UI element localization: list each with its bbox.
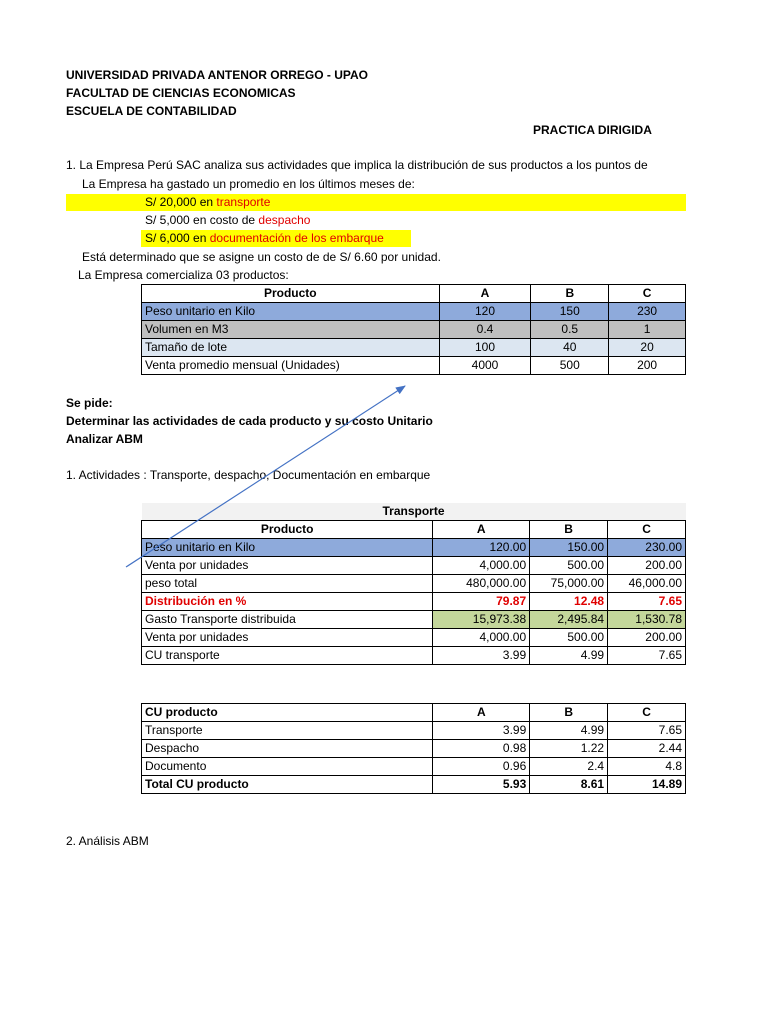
table-cell: 0.98 xyxy=(433,740,530,758)
table-header-cell: Producto xyxy=(142,285,440,303)
table-cell: peso total xyxy=(142,575,433,593)
table-cell: 200.00 xyxy=(608,557,686,575)
table-cell: 4.99 xyxy=(530,722,608,740)
table-cell: 500.00 xyxy=(530,629,608,647)
table-cell: 500 xyxy=(531,357,609,375)
table-cell: Distribución en % xyxy=(142,593,433,611)
cost-dispatch-label: despacho xyxy=(258,213,311,227)
practice-title: PRACTICA DIRIGIDA xyxy=(533,123,652,137)
table-cell: 2.4 xyxy=(530,758,608,776)
table-cell: 500.00 xyxy=(530,557,608,575)
table-cell: 4,000.00 xyxy=(433,629,530,647)
table-cell: 8.61 xyxy=(530,776,608,794)
table-cell: 4.8 xyxy=(608,758,686,776)
table-cell: 75,000.00 xyxy=(530,575,608,593)
table-cell: 150.00 xyxy=(530,539,608,557)
transport-table-title: Transporte xyxy=(142,503,686,521)
table-cell: 40 xyxy=(531,339,609,357)
table-cell: Transporte xyxy=(142,722,433,740)
table-cell: 230.00 xyxy=(608,539,686,557)
table-cell: 200 xyxy=(609,357,686,375)
table-cell: 1,530.78 xyxy=(608,611,686,629)
table-cell: 4.99 xyxy=(530,647,608,665)
table-cell: 7.65 xyxy=(608,593,686,611)
table-cell: 5.93 xyxy=(433,776,530,794)
cost-transport-label: transporte xyxy=(216,195,271,209)
table-cell: 3.99 xyxy=(433,647,530,665)
table-cell: Gasto Transporte distribuida xyxy=(142,611,433,629)
table-cell: Despacho xyxy=(142,740,433,758)
table-cell: 2,495.84 xyxy=(530,611,608,629)
products-intro: La Empresa comercializa 03 productos: xyxy=(78,268,289,282)
unit-cost-note: Está determinado que se asigne un costo de de S/ 6.60 por unidad. xyxy=(82,250,441,264)
table-header-cell: C xyxy=(608,521,686,539)
table-header-cell: A xyxy=(439,285,531,303)
table-cell: 79.87 xyxy=(433,593,530,611)
table-cell: 2.44 xyxy=(608,740,686,758)
table-header-cell: CU producto xyxy=(142,704,433,722)
table-cell: 46,000.00 xyxy=(608,575,686,593)
table-cell: Peso unitario en Kilo xyxy=(142,539,433,557)
table-cell: 150 xyxy=(531,303,609,321)
table-header-cell: B xyxy=(530,521,608,539)
requirements-title: Se pide: xyxy=(66,396,113,410)
table-header-cell: C xyxy=(608,704,686,722)
analysis-heading: 2. Análisis ABM xyxy=(66,834,149,848)
table-cell: 3.99 xyxy=(433,722,530,740)
cost-dispatch: S/ 5,000 en costo de despacho xyxy=(145,213,311,227)
faculty-title: FACULTAD DE CIENCIAS ECONOMICAS xyxy=(66,86,296,100)
problem-intro: 1. La Empresa Perú SAC analiza sus actividades que implica la distribución de sus productos a los puntos de xyxy=(66,158,648,172)
table-cell: 1.22 xyxy=(530,740,608,758)
arrow-line xyxy=(126,386,405,567)
table-cell: 0.5 xyxy=(531,321,609,339)
cost-transport: S/ 20,000 en transporte xyxy=(145,195,271,209)
table-cell: 20 xyxy=(609,339,686,357)
table-cell: Tamaño de lote xyxy=(142,339,440,357)
table-header-cell: B xyxy=(530,704,608,722)
table-cell: 0.96 xyxy=(433,758,530,776)
table-header-cell: A xyxy=(433,704,530,722)
table-cell: 0.4 xyxy=(439,321,531,339)
table-cell: 7.65 xyxy=(608,722,686,740)
table-cell: 4000 xyxy=(439,357,531,375)
table-cell: Venta promedio mensual (Unidades) xyxy=(142,357,440,375)
requirement-item-2: Analizar ABM xyxy=(66,432,143,446)
activities-line: 1. Actividades : Transporte, despacho, Documentación en embarque xyxy=(66,468,431,482)
table-cell: 230 xyxy=(609,303,686,321)
table-cell: 4,000.00 xyxy=(433,557,530,575)
table-cell: Total CU producto xyxy=(142,776,433,794)
table-cell: 100 xyxy=(439,339,531,357)
table-cell: 480,000.00 xyxy=(433,575,530,593)
table-cell: 15,973.38 xyxy=(433,611,530,629)
university-title: UNIVERSIDAD PRIVADA ANTENOR ORREGO - UPAO xyxy=(66,68,369,82)
school-title: ESCUELA DE CONTABILIDAD xyxy=(66,104,237,118)
table-cell: 200.00 xyxy=(608,629,686,647)
table-cell: 7.65 xyxy=(608,647,686,665)
table-cell: 120.00 xyxy=(433,539,530,557)
cost-documentation: S/ 6,000 en documentación de los embarque xyxy=(145,231,384,245)
table-cell: Venta por unidades xyxy=(142,629,433,647)
table-cell: 1 xyxy=(609,321,686,339)
table-cell: 120 xyxy=(439,303,531,321)
requirement-item-1: Determinar las actividades de cada producto y su costo Unitario xyxy=(66,414,433,428)
table-header-cell: C xyxy=(609,285,686,303)
table-cell: Documento xyxy=(142,758,433,776)
table-header-cell: A xyxy=(433,521,530,539)
table-cell: CU transporte xyxy=(142,647,433,665)
table-header-cell: B xyxy=(531,285,609,303)
table-cell: Volumen en M3 xyxy=(142,321,440,339)
cost-documentation-label: documentación de los embarque xyxy=(209,231,384,245)
table-header-cell: Producto xyxy=(142,521,433,539)
problem-spent: La Empresa ha gastado un promedio en los últimos meses de: xyxy=(82,177,415,191)
table-cell: Peso unitario en Kilo xyxy=(142,303,440,321)
table-cell: 14.89 xyxy=(608,776,686,794)
table-cell: Venta por unidades xyxy=(142,557,433,575)
table-cell: 12.48 xyxy=(530,593,608,611)
